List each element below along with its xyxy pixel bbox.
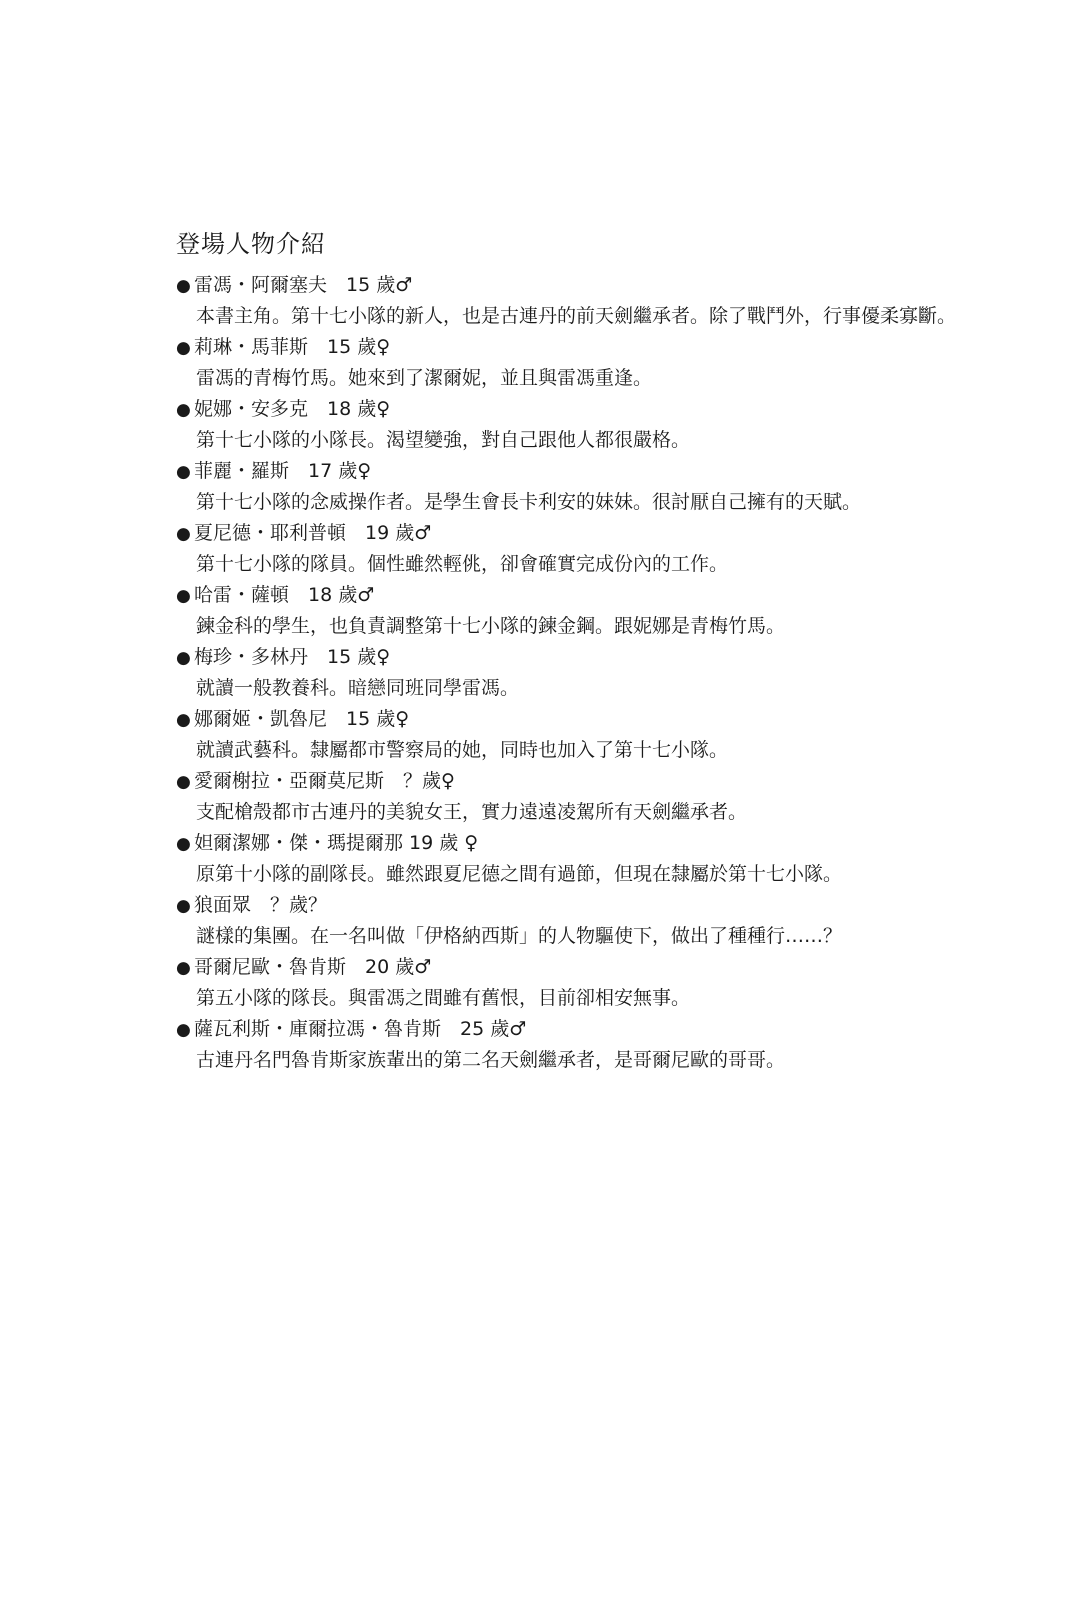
- character-name-line: [176, 394, 996, 425]
- character-entry: [176, 890, 996, 952]
- character-entry: [176, 332, 996, 394]
- bullet-icon: ●: [176, 958, 191, 978]
- character-name: 薩瓦利斯・庫爾拉馮・魯肯斯 25 歲♂: [194, 1018, 527, 1040]
- bullet-icon: ●: [176, 400, 191, 420]
- character-name-line: [176, 890, 996, 921]
- character-entry: [176, 456, 996, 518]
- character-name: 娜爾姬・凱魯尼 15 歲♀: [194, 708, 410, 730]
- character-name-line: [176, 828, 996, 859]
- character-name: 狼面眾 ？歲？: [194, 894, 328, 916]
- character-description: 鍊金科的學生，也負責調整第十七小隊的鍊金鋼。跟妮娜是青梅竹馬。: [196, 615, 786, 637]
- character-name: 妲爾潔娜・傑・瑪提爾那 19 歲 ♀: [194, 832, 479, 854]
- character-description: 支配槍殼都市古連丹的美貌女王，實力遠遠凌駕所有天劍繼承者。: [196, 801, 748, 823]
- character-name-line: [176, 952, 996, 983]
- character-description: 謎樣的集團。在一名叫做「伊格納西斯」的人物驅使下，做出了種種行……？: [196, 925, 843, 947]
- bullet-icon: ●: [176, 462, 191, 482]
- character-entry: [176, 766, 996, 828]
- character-description: 原第十小隊的副隊長。雖然跟夏尼德之間有過節，但現在隸屬於第十七小隊。: [196, 863, 843, 885]
- character-name-line: [176, 704, 996, 735]
- bullet-icon: ●: [176, 338, 191, 358]
- character-name: 妮娜・安多克 18 歲♀: [194, 398, 391, 420]
- bullet-icon: ●: [176, 772, 191, 792]
- character-name-line: [176, 580, 996, 611]
- character-description: 就讀一般教養科。暗戀同班同學雷馮。: [196, 677, 520, 699]
- character-entry: [176, 952, 996, 1014]
- character-intro-page: [176, 226, 996, 1076]
- bullet-icon: ●: [176, 648, 191, 668]
- character-description: 第十七小隊的隊員。個性雖然輕佻，卻會確實完成份內的工作。: [196, 553, 729, 575]
- character-name: 夏尼德・耶利普頓 19 歲♂: [194, 522, 432, 544]
- character-description: 第十七小隊的念威操作者。是學生會長卡利安的妹妹。很討厭自己擁有的天賦。: [196, 491, 862, 513]
- bullet-icon: ●: [176, 276, 191, 296]
- bullet-icon: ●: [176, 586, 191, 606]
- character-entry: [176, 394, 996, 456]
- bullet-icon: ●: [176, 834, 191, 854]
- character-list: [176, 270, 996, 1076]
- character-description: 就讀武藝科。隸屬都市警察局的她，同時也加入了第十七小隊。: [196, 739, 729, 761]
- character-name-line: [176, 270, 996, 301]
- bullet-icon: ●: [176, 710, 191, 730]
- character-description: 第五小隊的隊長。與雷馮之間雖有舊恨，目前卻相安無事。: [196, 987, 691, 1009]
- character-entry: [176, 1014, 996, 1076]
- character-name: 菲麗・羅斯 17 歲♀: [194, 460, 372, 482]
- bullet-icon: ●: [176, 1020, 191, 1040]
- character-name-line: [176, 1014, 996, 1045]
- page-title: 登場人物介紹: [176, 230, 326, 258]
- character-name-line: [176, 642, 996, 673]
- character-name: 哥爾尼歐・魯肯斯 20 歲♂: [194, 956, 432, 978]
- character-name: 雷馮・阿爾塞夫 15 歲♂: [194, 274, 413, 296]
- character-name: 愛爾榭拉・亞爾莫尼斯 ？歲♀: [194, 770, 455, 792]
- character-entry: [176, 580, 996, 642]
- character-entry: [176, 642, 996, 704]
- character-description: 古連丹名門魯肯斯家族輩出的第二名天劍繼承者，是哥爾尼歐的哥哥。: [196, 1049, 786, 1071]
- character-entry: [176, 270, 996, 332]
- character-name-line: [176, 518, 996, 549]
- character-name: 莉琳・馬菲斯 15 歲♀: [194, 336, 391, 358]
- character-description: 第十七小隊的小隊長。渴望變強，對自己跟他人都很嚴格。: [196, 429, 691, 451]
- bullet-icon: ●: [176, 896, 191, 916]
- character-name-line: [176, 332, 996, 363]
- character-description: 雷馮的青梅竹馬。她來到了潔爾妮，並且與雷馮重逢。: [196, 367, 653, 389]
- character-name: 哈雷・薩頓 18 歲♂: [194, 584, 375, 606]
- character-entry: [176, 828, 996, 890]
- bullet-icon: ●: [176, 524, 191, 544]
- character-description: 本書主角。第十七小隊的新人，也是古連丹的前天劍繼承者。除了戰鬥外，行事優柔寡斷。: [196, 305, 957, 327]
- character-name: 梅珍・多林丹 15 歲♀: [194, 646, 391, 668]
- character-entry: [176, 704, 996, 766]
- character-name-line: [176, 456, 996, 487]
- character-entry: [176, 518, 996, 580]
- character-name-line: [176, 766, 996, 797]
